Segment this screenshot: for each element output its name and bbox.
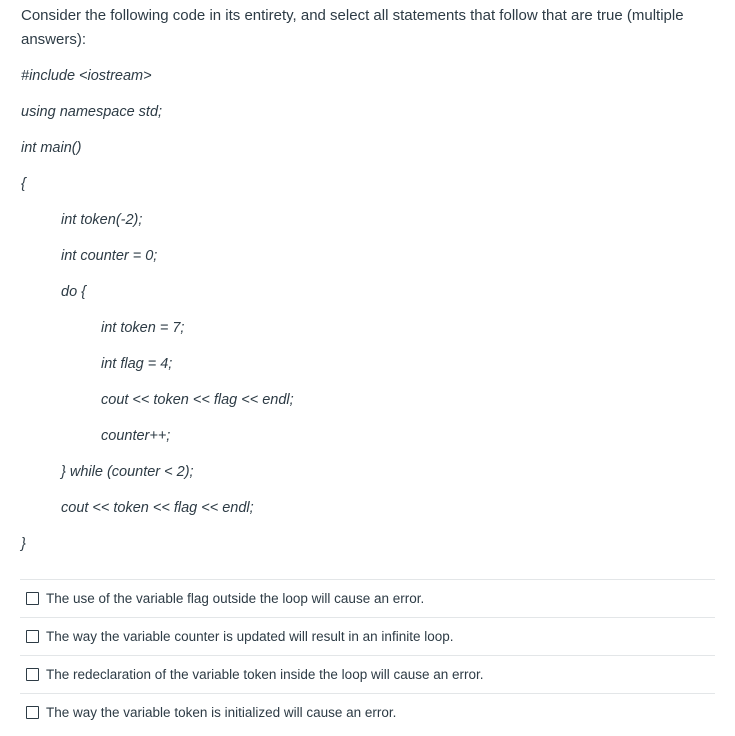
- code-line: int flag = 4;: [101, 356, 173, 372]
- answer-label[interactable]: The way the variable counter is updated will result in an infinite loop.: [46, 628, 454, 644]
- question-prompt: Consider the following code in its entirety, and select all statements that follow that are true (multiple answers):: [21, 7, 684, 48]
- code-line: } while (counter < 2);: [61, 464, 194, 480]
- answer-list: [20, 579, 715, 731]
- code-line: do {: [61, 284, 86, 300]
- code-line: int main(): [21, 140, 82, 156]
- answer-checkbox[interactable]: [26, 668, 39, 681]
- code-line: int counter = 0;: [61, 248, 158, 264]
- answer-label[interactable]: The way the variable token is initialized will cause an error.: [46, 704, 397, 720]
- answer-checkbox[interactable]: [26, 706, 39, 719]
- code-line: }: [21, 536, 26, 552]
- code-line: {: [21, 176, 26, 192]
- code-line: cout << token << flag << endl;: [101, 392, 294, 408]
- answer-option-initialization-error[interactable]: [20, 693, 715, 731]
- answer-option-redeclaration-error[interactable]: [20, 655, 715, 693]
- answer-label[interactable]: The redeclaration of the variable token inside the loop will cause an error.: [46, 666, 484, 682]
- answer-label[interactable]: The use of the variable flag outside the loop will cause an error.: [46, 590, 425, 606]
- answer-checkbox[interactable]: [26, 592, 39, 605]
- code-line: using namespace std;: [21, 104, 163, 120]
- code-line: counter++;: [101, 428, 171, 444]
- answer-option-flag-error[interactable]: [20, 579, 715, 617]
- code-line: cout << token << flag << endl;: [61, 500, 254, 516]
- answer-option-infinite-loop[interactable]: [20, 617, 715, 655]
- code-line: int token = 7;: [101, 320, 185, 336]
- code-line: #include <iostream>: [21, 68, 152, 84]
- answer-checkbox[interactable]: [26, 630, 39, 643]
- code-line: int token(-2);: [61, 212, 143, 228]
